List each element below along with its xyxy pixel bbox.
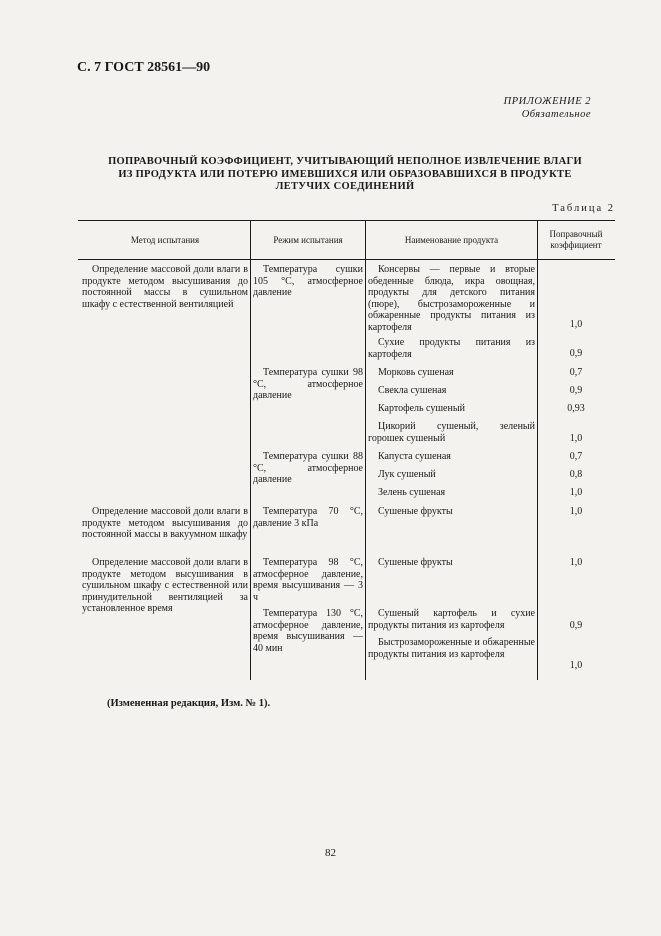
product-cell: Свекла сушеная bbox=[378, 385, 447, 396]
method-cell: Определение массовой доли влаги в продукте методом высушивания до постоянной массы в сушильном шкафу с естественной вентиляцией bbox=[82, 264, 248, 310]
appendix-title: ПРИЛОЖЕНИЕ 2 bbox=[503, 96, 591, 107]
coefficient-cell: 0,7 bbox=[569, 367, 583, 378]
product-cell: Капуста сушеная bbox=[378, 451, 451, 462]
column-header-product: Наименование продукта bbox=[404, 235, 499, 245]
appendix-status: Обязательное bbox=[521, 109, 591, 120]
column-divider bbox=[250, 220, 251, 680]
page-header: С. 7 ГОСТ 28561—90 bbox=[77, 60, 211, 75]
product-cell: Сухие продукты питания из картофеля bbox=[368, 337, 535, 360]
column-header-method: Метод испытания bbox=[130, 235, 200, 245]
product-cell: Картофель сушеный bbox=[378, 403, 465, 414]
product-cell: Сушеные фрукты bbox=[378, 506, 453, 517]
product-cell: Лук сушеный bbox=[378, 469, 436, 480]
product-cell: Зелень сушеная bbox=[378, 487, 446, 498]
coefficient-cell: 1,0 bbox=[569, 660, 583, 671]
title-line: ИЗ ПРОДУКТА ИЛИ ПОТЕРЮ ИМЕВШИХСЯ ИЛИ ОБРАЗОВАВШИХСЯ В ПРОДУКТЕ bbox=[118, 168, 572, 180]
mode-cell: Температура сушки 88 °С, атмосферное давление bbox=[253, 451, 363, 486]
column-divider bbox=[365, 220, 366, 680]
table-title bbox=[95, 156, 595, 194]
mode-cell: Температура 130 °С, атмосферное давление, время высушивания — 40 мин bbox=[253, 608, 363, 654]
revision-note: (Измененная редакция, Изм. № 1). bbox=[107, 698, 271, 709]
coefficient-cell: 1,0 bbox=[569, 557, 583, 568]
product-cell: Сушеный картофель и сухие продукты питания из картофеля bbox=[368, 608, 535, 631]
column-header-coefficient: Поправочный коэффициент bbox=[549, 229, 603, 250]
mode-cell: Температура сушки 98 °С, атмосферное давление bbox=[253, 367, 363, 402]
title-line: ПОПРАВОЧНЫЙ КОЭФФИЦИЕНТ, УЧИТЫВАЮЩИЙ НЕПОЛНОЕ ИЗВЛЕЧЕНИЕ ВЛАГИ bbox=[108, 156, 582, 167]
page-number: 82 bbox=[325, 847, 336, 859]
appendix-label bbox=[504, 95, 591, 121]
table-caption: Таблица 2 bbox=[552, 203, 615, 214]
coefficient-cell: 0,9 bbox=[569, 348, 583, 359]
product-cell: Сушеные фрукты bbox=[378, 557, 453, 568]
title-line: ЛЕТУЧИХ СОЕДИНЕНИЙ bbox=[275, 181, 415, 192]
product-cell: Консервы — первые и вторые обеденные блюда, икра овощная, продукты для детского питания (пюре), быстрозамороженные и обжаренные продукты питания из картофеля bbox=[368, 264, 535, 333]
coefficient-cell: 0,9 bbox=[569, 620, 583, 631]
mode-cell: Температура сушки 105 °С, атмосферное давление bbox=[253, 264, 363, 299]
coefficient-cell: 0,8 bbox=[569, 469, 583, 480]
table-header-rule bbox=[78, 259, 615, 260]
product-cell: Быстрозамороженные и обжаренные продукты питания из картофеля bbox=[368, 637, 535, 660]
coefficient-cell: 0,7 bbox=[569, 451, 583, 462]
mode-cell: Температура 98 °С, атмосферное давление, время высушивания — 3 ч bbox=[253, 557, 363, 603]
coefficient-cell: 0,93 bbox=[567, 403, 585, 414]
coefficient-cell: 1,0 bbox=[569, 506, 583, 517]
column-divider bbox=[537, 220, 538, 680]
coefficient-cell: 1,0 bbox=[569, 487, 583, 498]
product-cell: Морковь сушеная bbox=[378, 367, 454, 378]
table-top-rule bbox=[78, 220, 615, 221]
coefficient-cell: 1,0 bbox=[569, 319, 583, 330]
product-cell: Цикорий сушеный, зеленый горошек сушеный bbox=[368, 421, 535, 444]
mode-cell: Температура 70 °С, давление 3 кПа bbox=[253, 506, 363, 529]
method-cell: Определение массовой доли влаги в продукте методом высушивания в сушильном шкафу с естественной или принудительной вентиляцией за установленное время bbox=[82, 557, 248, 615]
coefficient-cell: 1,0 bbox=[569, 433, 583, 444]
column-header-mode: Режим испытания bbox=[273, 235, 343, 245]
coefficient-cell: 0,9 bbox=[569, 385, 583, 396]
method-cell: Определение массовой доли влаги в продукте методом высушивания до постоянной массы в вакуумном шкафу bbox=[82, 506, 248, 541]
